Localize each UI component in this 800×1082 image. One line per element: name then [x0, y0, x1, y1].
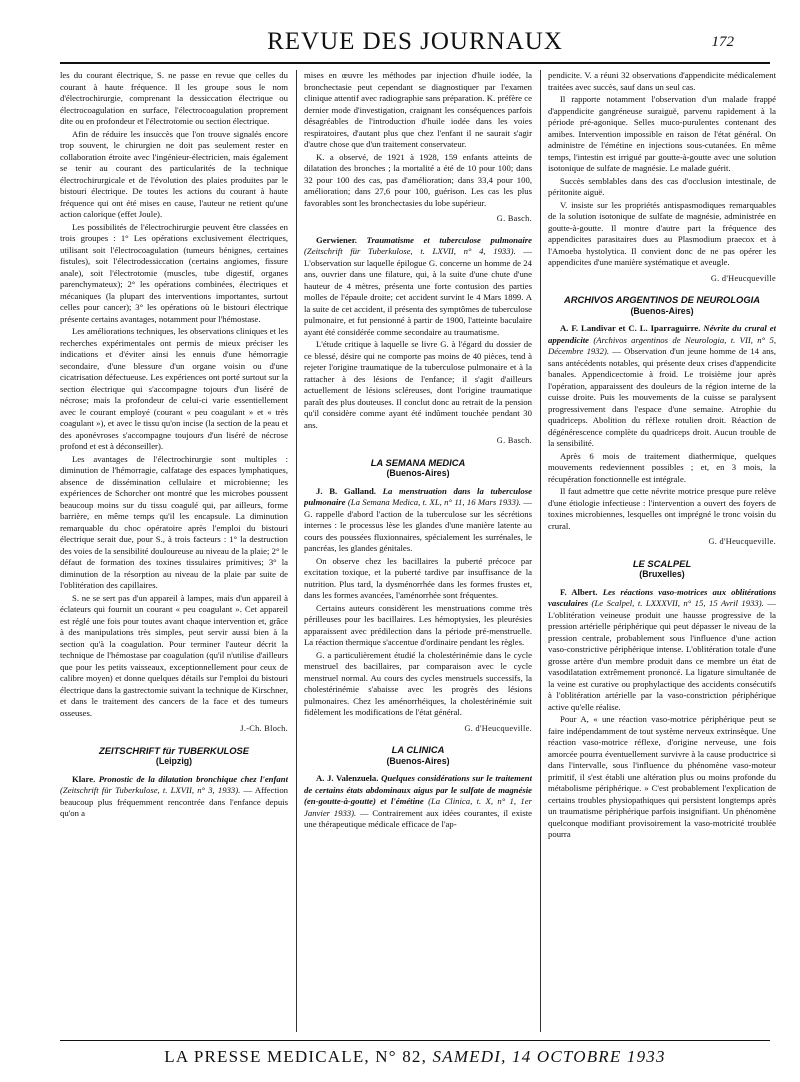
signature: G. d'Heucqueville.: [464, 723, 532, 733]
journal-city: (Buenos-Aires): [630, 305, 694, 316]
footer-journal: LA PRESSE MEDICALE, N° 82,: [164, 1047, 428, 1066]
article-title: Quelques considérations sur le traitement de certains états abdominaux aigus par le sulfate de magnésie (en-goutte-à-goutte) et l'émétine: [304, 773, 532, 806]
article: [304, 773, 532, 831]
journal-heading: LE SCALPEL: [632, 557, 692, 569]
paragraph: Après 6 mois de traitement diathermique, quelques mouvements redeviennent possibles ; et, en 3 mois, la récupération fonctionnelle est intégrale.: [548, 450, 776, 484]
article-author: A. F. Landivar et C. L. Iparraguirre.: [560, 323, 701, 333]
article-author: J. B. Galland.: [316, 485, 376, 496]
journal-city: (Bruxelles): [639, 569, 685, 579]
article-reference: (Zeitschrift für Tuberkulose, t. LXVII, n° 3, 1933).: [60, 785, 241, 795]
article-title: Pronostic de la dilatation bronchique chez l'enfant: [98, 773, 288, 784]
paragraph: Les avantages de l'électrochirurgie sont multiples : diminution de l'hémorragie, calfatage des espaces lymphatiques, absence de dissémination cellulaire et microbienne; les expériences de Schorcher ont montré que les microbes poussent beaucoup moins sur du tissu coagulé qui, par ailleurs, forme barrière, en même temps qu'il les encapsule. La diminution remarquable du choc opératoire après l'emploi du bistouri électrique serait due, pour S., à trois facteurs : 1° la destruction des voies de la sensibilité douloureuse au niveau de la plaie; 2° le défaut de formation des toxines tissulaires primitives; 3° la diminution de la résorption au niveau de la plaie par suite de l'oblitération des capillaires.: [60, 453, 288, 590]
paragraph: L'étude critique à laquelle se livre G. à l'égard du dossier de ce blessé, désire qui ne comporte pas moins de 40 pièces, tend à rejeter l'origine traumatique de la tuberculose pulmonaire et à la rattacher à des lésions de l'enfance; il s'agit d'ailleurs actuellement de lésions scléreuses, dont l'origine traumatique paraît des plus douteuses. Il conclut donc au retrait de la pension qu'il considère comme ayant été indûment touchée pendant 30 ans.: [304, 339, 532, 430]
article-body: — Affection beaucoup plus fréquemment rencontrée dans l'enfance depuis qu'on a: [60, 785, 288, 818]
article-title: Névrite du crural et appendicite: [548, 323, 776, 345]
signature: G. d'Heucqueville: [710, 273, 776, 283]
paragraph: mises en œuvre les méthodes par injection d'huile iodée, la bronchectasie peut cependant se diagnostiquer par l'examen clinique attentif avec radiographie sans préparation. K. préfère ce dernier mode d'investigation, craignant les conséquences parfois désagréables de l'introduction d'huile iodée dans les voies respiratoires, d'autant plus que chez l'enfant il ne saurait s'agir d'autre chose que d'un traitement conservateur.: [304, 70, 532, 149]
article-body: — L'oblitération veineuse produit une hausse progressive de la pression artérielle périphérique qui peut dépasser le niveau de la pression centrale, probablement sous l'influence d'une action vaso-constrictive périphérique intense. L'oblitération totale d'une grosse artère d'un membre produit dans ce membre un état de vasodilatation extrêmement prononcé. La ligature simultanée de la veine est curative ou prophylactique des accidents consécutifs à l'oblitération artérielle par la vaso-constriction périphérique active qu'elle réalise.: [548, 598, 776, 712]
journal-heading: ARCHIVOS ARGENTINOS DE NEUROLOGIA: [563, 294, 761, 305]
paragraph: Succès semblables dans des cas d'occlusion intestinale, de péritonite aiguë.: [548, 175, 776, 197]
paragraph: Il faut admettre que cette névrite motrice presque pure relève d'une étiologie infectieuse : l'intervention a ouvert des foyers de toxines microbiennes, lesquelles ont imprégné le tronc voisin du crural.: [548, 486, 776, 531]
paragraph: Les améliorations techniques, les observations cliniques et les recherches expérimentales ont permis de mieux préciser les indications et d'éviter ainsi les ennuis d'une hémorragie secondaire, d'une blessure d'un organe voisin ou d'une cicatrisation défectueuse. Les expériences ont porté surtout sur la section électrique qui s'accompagne tojours d'un liséré de nécrose; mais la profondeur de celui-ci varie essentiellement avec le courant employé (courant « peu coagulant » et « très coagulant »), et avec le tissu qu'on incise (la section de la peau et des aponévroses s'accompagne toujours d'un liséré de nécrose profond et est à déconseiller).: [60, 326, 288, 451]
paragraph: Pour A, « une réaction vaso-motrice périphérique peut se faire indépendamment de tout système nerveux extrinsèque. Une réaction vaso-motrice réflexe, d'origine nerveuse, une fois amorcée pourra éventuellement survivre à la cause productrice si dans l'intervalle, sous l'influence du phénomène vaso-moteur primitif, il s'est établi une altération plus ou moins profonde du métabolisme périphérique. » C'est probablement l'explication de certains troubles physiopathiques qui persistent longtemps après un traumatisme périphérique parfois insignifiant. Un phénomène quelconque modifiant provisoirement la vaso-motricité troublée pourra: [548, 714, 776, 839]
article-title: Traumatisme et tuberculose pulmonaire: [366, 234, 532, 245]
article: [60, 774, 288, 820]
article-reference: (Archivos argentinos de Neurologia, t. VII, n° 5, Décembre 1932).: [548, 334, 776, 356]
signature: G. Basch.: [496, 214, 532, 223]
paragraph: G. a particulièrement étudié la cholestérinémie dans le cycle menstruel des bacillaires, par comparaison avec le cycle menstruel normal. Au cours des cycles menstruels successifs, la cholestérinémie s'abaisse avec les progrès des lésions pulmonaires. Chez les aménorrhéiques, la cholestérinémie suit fidèlement les modifications de l'état général.: [304, 649, 532, 717]
paragraph: S. ne se sert pas d'un appareil à lampes, mais d'un appareil à éclateurs qui fournit un courant « peu coagulant ». Cet appareil est réglé une fois pour toutes avant chaque intervention et, grâce à des manipulations très simples, peut servir aussi bien à la section qu'à la coagulation. Pour terminer l'auteur décrit la technique de l'hémostase par coagulation (qu'il n'utilise d'ailleurs que pour les petits vaisseaux, exceptionnellement pour ceux de calibre moyen) et donne quelques détails sur l'emploi du bistouri électrique dans la gastrectomie suivant la technique de Kirschner, et dans le traitement des cancers de la face et des tumeurs osseuses.: [60, 592, 288, 718]
article-title: Les réactions vaso-motrices aux oblitérations vasculaires: [548, 586, 776, 608]
article: [548, 587, 776, 714]
article: [304, 486, 532, 555]
paragraph: K. a observé, de 1921 à 1928, 159 enfants atteints de dilatation des bronches ; la mortalité a été de 10 pour 100; dans 32 pour 100 des cas, pas d'amélioration; dans 33,4 pour 100, amélioration; dans 27,6 pour 100, guérison. Les cas les plus favorables sont les bronchectasies du lobe supérieur.: [304, 151, 532, 208]
journal-city: (Buenos-Aires): [386, 755, 450, 766]
column-2: [304, 70, 532, 1032]
paragraph: On observe chez les bacillaires la puberté précoce par excitation toxique, et la puberté tardive par insuffisance de la nutrition. Plus tard, la dysménorrhée dans les formes frustes et, dans les formes avancées, l'aménorrhée sont fréquentes.: [304, 555, 532, 600]
article-title: La menstruation dans la tuberculose pulmonaire: [304, 485, 532, 507]
journal-heading: LA CLINICA: [391, 744, 445, 755]
article-body: — Observation d'un jeune homme de 14 ans, sans antécédents notables, qui présente deux crises d'appendicite banales. Appendicectomie à froid. Le troisième jour après l'opération, apparaissent des douleurs de la région interne de la cuisse droite. Puis les mouvements de la cuisse se paralysent progressivement dans l'espace d'une semaine. Atrophie du quadriceps. Abolition du réflexe rotulien droit. Réaction de dégénérescence complète du quadriceps droit. Aucun trouble de la sensibilité.: [548, 346, 776, 448]
page-header: [60, 22, 770, 64]
column-1: [60, 70, 288, 1032]
journal-heading: ZEITSCHRIFT für TUBERKULOSE: [99, 744, 249, 756]
signature: G. d'Heucqueville.: [708, 537, 776, 546]
columns: [60, 70, 776, 1032]
article-author: Gerwiener.: [316, 234, 357, 245]
paragraph: les du courant électrique, S. ne passe en revue que celles du courant à haute fréquence. Il les groupe sous le nom d'électrochirurgie, comprenant la dessiccation électrique ou électrocoagulation en surface, l'électrocoagulation proprement dite ou en profondeur et l'électrotomie ou section électrique.: [60, 70, 288, 126]
article: [548, 323, 776, 450]
journal-city: (Buenos-Aires): [386, 468, 450, 478]
journal-city: (Leipzig): [155, 756, 193, 766]
signature: G. Basch.: [496, 436, 532, 445]
article: [304, 235, 532, 339]
article-reference: (La Semana Medica, t. XL, n° 11, 16 Mars 1933).: [347, 497, 521, 507]
paragraph: Les possibilités de l'électrochirurgie peuvent être classées en trois groupes : 1° Les opérations exclusivement électriques, utilisant soit l'électrocoagulation (tumeurs bénignes, certaines fistules), soit l'électrodessiccation (certains angiomes, fissure anale), soit l'électrotomie (muscles, tube digestif, organes parenchymateux); 2° les opérations combinées, électriques et mécaniques (la plupart des interventions importantes, surtout celles pour cancer); 3° les opérations où le bistouri électrique présente certains avantages, notamment pour l'hémostase.: [60, 221, 288, 324]
column-3: [548, 70, 776, 1032]
article-body: — L'observation sur laquelle épilogue G. concerne un homme de 24 ans, ouvrier dans une filature, qui, à la suite d'une chute d'une hauteur de 4 mètres, présenta une forte contusion des parties molles de l'épaule droite; cet accident survint le 4 Mars 1899. A la suite de cet accident, il présenta des symptômes de tuberculose pulmonaire, et fut pensionné à partir de 1900, l'atteinte baculaire ayant été considérée comme secondaire au traumatisme.: [304, 246, 532, 337]
article-author: Klare.: [72, 773, 96, 784]
footer-issue-date: SAMEDI, 14 OCTOBRE 1933: [432, 1047, 666, 1066]
paragraph: Il rapporte notamment l'observation d'un malade frappé d'appendicite gangréneuse suraiguë, parvenu rapidement à la période pré-agonique. Selles muco-purulentes contenant des amibes. Intervention impossible en raison de l'état général. On administre de l'émétine en injections sous-cutanées. En même temps, l'intestin est irrigué par goutte-à-goutte avec une solution isotonique de sulfate de magnésie. Le malade guérit.: [548, 94, 776, 173]
paragraph: pendicite. V. a réuni 32 observations d'appendicite médicalement traitées avec succès, sauf dans un seul cas.: [548, 70, 776, 92]
article-reference: (La Clinica, t. X, n° 1, 1er Janvier 1933).: [304, 796, 532, 818]
article-author: F. Albert.: [560, 586, 598, 597]
article-body: — Contrairement aux idées courantes, il existe une thérapeutique médicale efficace de l'ap-: [304, 807, 532, 829]
page-footer: [60, 1040, 770, 1067]
paragraph: V. insiste sur les propriétés antispasmodiques remarquables de la solution isotonique de sulfate de magnésie, administrée en goutte-à-goutte. Il montre d'autre part la fréquence des appendicites parasitaires dues au Plasmodium praecox et à l'Amoeba hystolytica. Il convient donc de ne pas opérer les appendicites d'une manière systématique et aveugle.: [548, 199, 776, 267]
article-body: — G. rappelle d'abord l'action de la tuberculose sur les sécrétions internes : le processus lèse les glandes d'une manière latente au cours des poussées fluxionnaires, spécialement les surrénales, le pancréas, les glandes génitales.: [304, 497, 532, 553]
article-reference: (Le Scalpel, t. LXXXVII, n° 15, 15 Avril 1933).: [591, 598, 764, 608]
journal-heading: LA SEMANA MEDICA: [370, 456, 466, 468]
running-title: REVUE DES JOURNAUX: [267, 28, 563, 55]
article-author: A. J. Valenzuela.: [316, 773, 379, 783]
paragraph: Certains auteurs considèrent les menstruations comme très périlleuses pour les bacillaires. Les hémoptysies, les pleurésies apparaissent avec prédilection dans la période pré-menstruelle. La réaction thermique s'accentue d'ordinaire pendant les règles.: [304, 602, 532, 647]
paragraph: Afin de réduire les insuccès que l'on trouve signalés encore trop souvent, le chirurgien ne doit pas seulement rester en collaboration étroite avec l'ingénieur-électricien, mais également se tenir au courant des particularités de la technique électrochirurgicale et de l'évolution des plaies produites par le bistouri électrique. De toutes les actions du courant à haute fréquence qui ont été mises en cause, l'auteur ne retient qu'une action calorique (effet Joule).: [60, 128, 288, 219]
page-number: 172: [711, 34, 734, 50]
signature: J.-Ch. Bloch.: [240, 724, 288, 733]
article-reference: (Zeitschrift für Tuberkulose, t. LXVII, n° 4, 1933).: [304, 246, 516, 256]
